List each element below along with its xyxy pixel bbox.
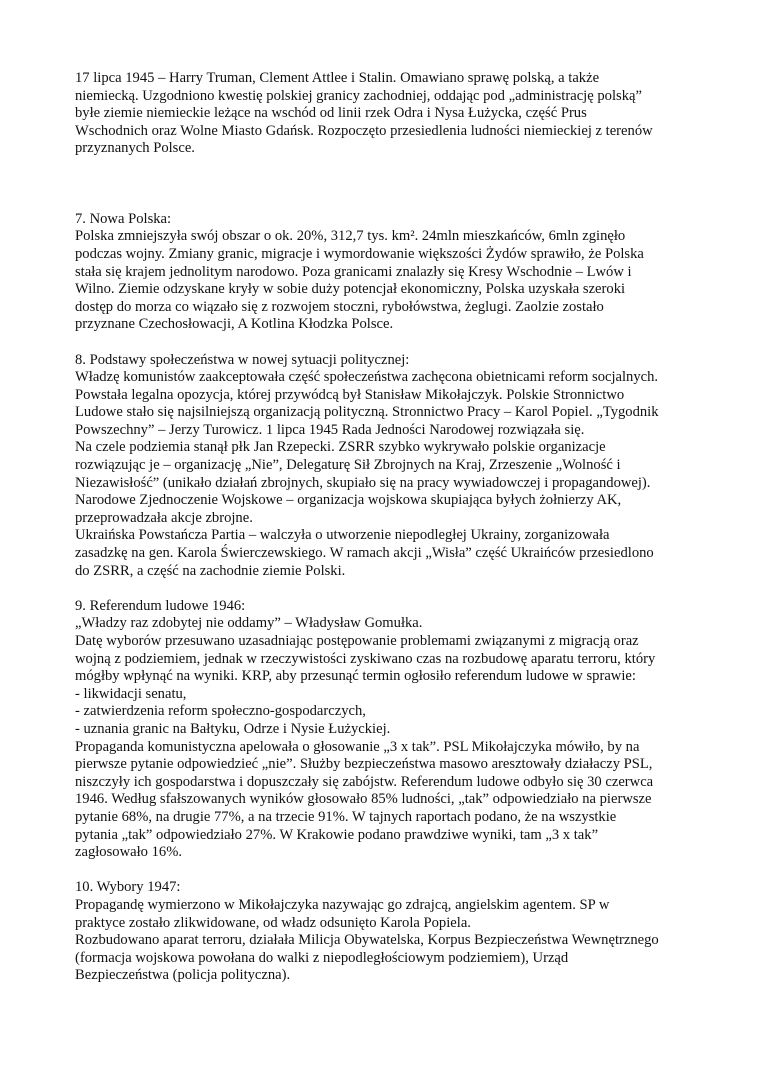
text-line: Rozbudowano aparat terroru, działała Milicja Obywatelska, Korpus Bezpieczeństwa Wewnętrznego (75, 932, 659, 949)
section-heading: 9. Referendum ludowe 1946: (75, 597, 246, 614)
text-line: Datę wyborów przesuwano uzasadniając postępowanie problemami związanymi z migracją oraz (75, 633, 639, 650)
section-9 (75, 598, 715, 862)
text-line: Propagandę wymierzono w Mikołajczyka nazywając go zdrajcą, angielskim agentem. SP w (75, 896, 610, 913)
list-item: - likwidacji senatu, (75, 685, 187, 702)
text-line: pierwsze pytanie odpowiedzieć „nie”. Służby bezpieczeństwa masowo aresztowały działaczy PSL, (75, 756, 653, 773)
text-line: 17 lipca 1945 – Harry Truman, Clement Attlee i Stalin. Omawiano sprawę polską, a także (75, 70, 600, 86)
text-line: rozwiązując je – organizację „Nie”, Delegaturę Sił Zbrojnych na Kraj, Zrzeszenie „Wolność i (75, 457, 621, 474)
text-line: (formacja wojskowa powołana do walki z niepodległościowym podziemiem), Urząd (75, 949, 569, 966)
text-line: zagłosowało 16%. (75, 844, 182, 861)
text-line: do ZSRR, a część na zachodnie ziemie Polski. (75, 562, 346, 579)
text-line: byłe ziemie niemieckie leżące na wschód od linii rzek Odra i Nysa Łużycka, część Prus (75, 105, 587, 122)
text-line: Ludowe stało się najsilniejszą organizacją polityczną. Stronnictwo Pracy – Karol Popiel. „Tygodnik (75, 404, 659, 421)
text-line: pytania „tak” odpowiedziało 27%. W Krakowie podano prawdziwe wyniki, tam „3 x tak” (75, 826, 599, 843)
text-line: Niezawisłość” (unikało działań zbrojnych, skupiało się na pracy wywiadowczej i propagandowej). (75, 474, 651, 491)
text-line: 1946. Według sfałszowanych wyników głosowało 85% ludności, „tak” odpowiedziało na pierwsze (75, 791, 652, 808)
text-line: Powszechny” – Jerzy Turowicz. 1 lipca 1945 Rada Jedności Narodowej rozwiązała się. (75, 421, 585, 438)
text-line: dostęp do morza co wiązało się z rozwojem stoczni, rybołówstwa, żeglugi. Zaolzie zostało (75, 298, 604, 315)
text-line: przyznane Czechosłowacji, A Kotlina Kłodzka Polsce. (75, 316, 394, 333)
spacer (75, 580, 715, 598)
section-heading: 8. Podstawy społeczeństwa w nowej sytuacji politycznej: (75, 351, 410, 368)
section-8 (75, 352, 715, 581)
text-line: przyznanych Polsce. (75, 140, 195, 157)
spacer (75, 158, 715, 211)
text-line: Wschodnich oraz Wolne Miasto Gdańsk. Rozpoczęto przesiedlenia ludności niemieckiej z terenów (75, 122, 653, 139)
text-line: wojną z podziemiem, jednak w rzeczywistości zyskiwano czas na rozbudowę aparatu terroru, który (75, 650, 656, 667)
text-line: niszczyły ich gospodarstwa i dopuszczały się zabójstw. Referendum ludowe odbyło się 30 czerwca (75, 773, 654, 790)
section-heading: 7. Nowa Polska: (75, 210, 172, 227)
text-line: Narodowe Zjednoczenie Wojskowe – organizacja wojskowa skupiająca byłych żołnierzy AK, (75, 492, 622, 509)
spacer (75, 334, 715, 352)
list-item: - zatwierdzenia reform społeczno-gospodarczych, (75, 703, 366, 720)
text-line: praktyce zostało zlikwidowane, od władz odsunięto Karola Popiela. (75, 914, 471, 931)
text-line: podczas wojny. Zmiany granic, migracje i wymordowanie większości Żydów sprawiło, że Polska (75, 245, 644, 262)
text-line: pytanie 68%, na drugie 77%, a na trzecie 91%. W tajnych raportach podano, że na wszystkie (75, 808, 617, 825)
list-item: - uznania granic na Bałtyku, Odrze i Nysie Łużyckiej. (75, 720, 391, 737)
text-line: Władzę komunistów zaakceptowała część społeczeństwa zachęcona obietnicami reform socjalnych. (75, 369, 659, 386)
text-line: stała się krajem jednolitym narodowo. Poza granicami znalazły się Kresy Wschodnie – Lwów i (75, 263, 632, 280)
spacer (75, 862, 715, 880)
document-page (75, 70, 715, 985)
text-line: Propaganda komunistyczna apelowała o głosowanie „3 x tak”. PSL Mikołajczyka mówiło, by na (75, 738, 640, 755)
text-line: przeprowadzała akcje zbrojne. (75, 509, 253, 526)
text-line: Powstała legalna opozycja, której przywódcą był Stanisław Mikołajczyk. Polskie Stronnictwo (75, 386, 625, 403)
section-heading: 10. Wybory 1947: (75, 879, 181, 896)
text-line: Wilno. Ziemie odzyskane kryły w sobie duży potencjał ekonomiczny, Polska uzyskała szeroki (75, 281, 626, 298)
section-10 (75, 879, 715, 985)
intro-paragraph (75, 70, 715, 158)
text-line: mógłby wpłynąć na wyniki. KRP, aby przesunąć termin ogłosiło referendum ludowe w sprawie: (75, 668, 636, 685)
text-line: Polska zmniejszyła swój obszar o ok. 20%, 312,7 tys. km². 24mln mieszkańców, 6mln zginęło (75, 228, 626, 245)
text-line: zasadzkę na gen. Karola Świerczewskiego. W ramach akcji „Wisła” część Ukraińców przesiedlono (75, 545, 654, 562)
text-line: Bezpieczeństwa (policja polityczna). (75, 967, 291, 984)
text-line: „Władzy raz zdobytej nie oddamy” – Władysław Gomułka. (75, 615, 423, 632)
section-7 (75, 211, 715, 334)
text-line: Ukraińska Powstańcza Partia – walczyła o utworzenie niepodległej Ukrainy, zorganizowała (75, 527, 610, 544)
text-line: Na czele podziemia stanął płk Jan Rzepecki. ZSRR szybko wykrywało polskie organizacje (75, 439, 606, 456)
text-line: niemiecką. Uzgodniono kwestię polskiej granicy zachodniej, oddając pod „administrację polską” (75, 87, 642, 104)
